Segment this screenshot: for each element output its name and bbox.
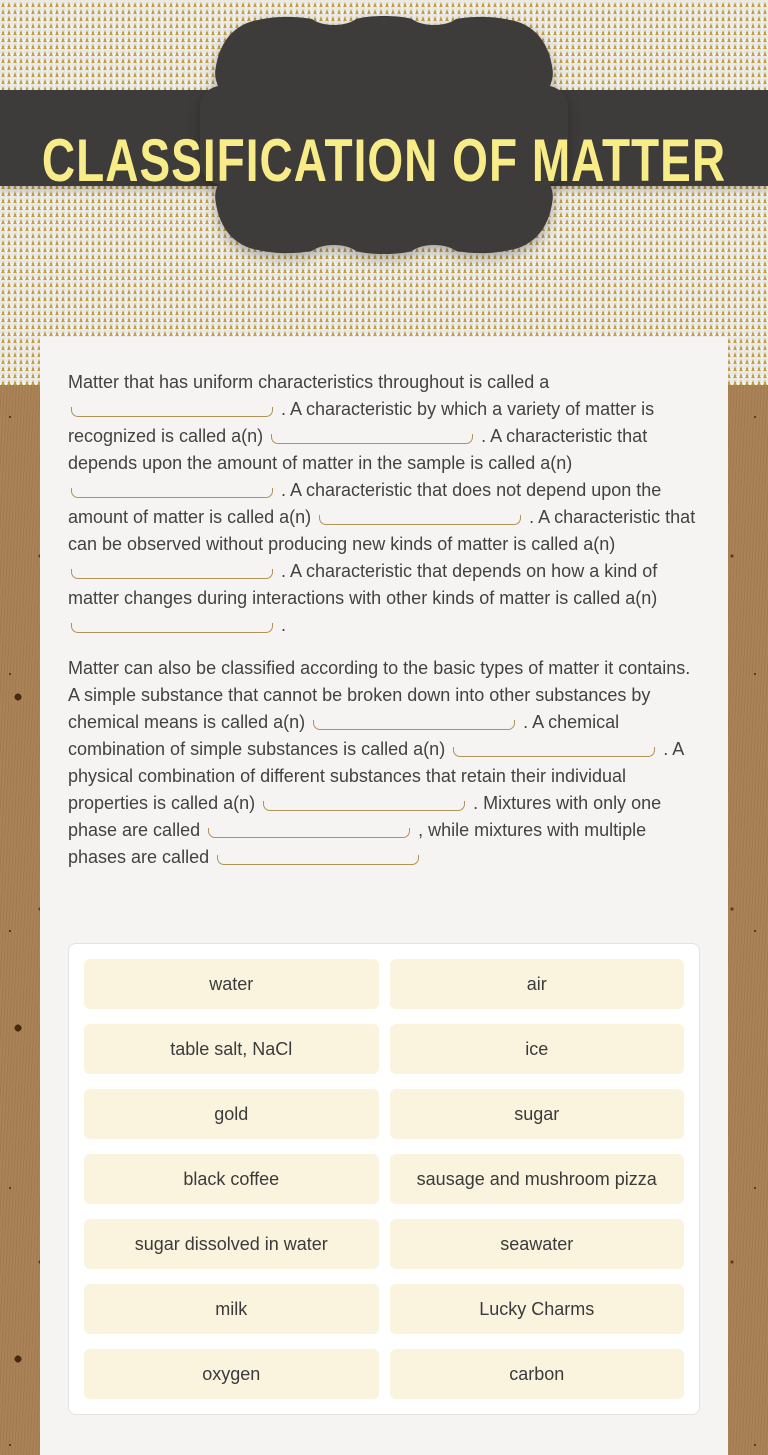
word-bank-item[interactable]: gold	[84, 1089, 379, 1139]
answer-blank-compound[interactable]	[453, 747, 655, 757]
word-bank-item[interactable]: water	[84, 959, 379, 1009]
answer-blank-element[interactable]	[313, 720, 515, 730]
word-bank-item[interactable]: Lucky Charms	[390, 1284, 685, 1334]
worksheet-text: , while mixtures with multiple phases are called	[68, 820, 647, 867]
word-bank-item[interactable]: air	[390, 959, 685, 1009]
word-bank-item[interactable]: black coffee	[84, 1154, 379, 1204]
paragraph-properties	[68, 369, 700, 639]
answer-blank-chemical[interactable]	[71, 623, 273, 633]
worksheet-text: . A characteristic that depends on how a kind of matter changes during interactions with other kinds of matter is called a(n)	[68, 561, 658, 608]
word-bank-item[interactable]: sugar dissolved in water	[84, 1219, 379, 1269]
worksheet-text: . A characteristic that does not depend upon the amount of matter is called a(n)	[68, 480, 662, 527]
word-bank-item[interactable]: carbon	[390, 1349, 685, 1399]
word-bank-item[interactable]: sausage and mushroom pizza	[390, 1154, 685, 1204]
word-bank-item[interactable]: milk	[84, 1284, 379, 1334]
worksheet-text: . Mixtures with only one phase are called	[68, 793, 662, 840]
word-bank-item[interactable]: sugar	[390, 1089, 685, 1139]
worksheet-text: Matter that has uniform characteristics throughout is called a	[68, 372, 550, 392]
answer-blank-intensive[interactable]	[319, 515, 521, 525]
answer-blank-mixture[interactable]	[263, 801, 465, 811]
worksheet-text: . A characteristic that can be observed without producing new kinds of matter is called a(n)	[68, 507, 696, 554]
answer-blank-heterogeneous-mixture[interactable]	[217, 855, 419, 865]
answer-blank-physical[interactable]	[71, 569, 273, 579]
worksheet-text: . A characteristic by which a variety of matter is recognized is called a(n)	[68, 399, 655, 446]
word-bank-item[interactable]: table salt, NaCl	[84, 1024, 379, 1074]
header-banner	[0, 0, 768, 385]
answer-blank-homogeneous[interactable]	[71, 407, 273, 417]
worksheet-text: . A chemical combination of simple substances is called a(n)	[68, 712, 620, 759]
page-title: CLASSIFICATION OF MATTER	[41, 125, 727, 194]
word-bank-item[interactable]: seawater	[390, 1219, 685, 1269]
worksheet-text: . A characteristic that depends upon the amount of matter in the sample is called a(n)	[68, 426, 648, 473]
worksheet-text: Matter can also be classified according to the basic types of matter it contains. A simple substance that cannot be broken down into other substances by chemical means is called a(n)	[68, 658, 691, 732]
worksheet-text: .	[276, 615, 287, 635]
answer-blank-extensive[interactable]	[71, 488, 273, 498]
word-bank-item[interactable]: ice	[390, 1024, 685, 1074]
word-bank-item[interactable]: oxygen	[84, 1349, 379, 1399]
answer-blank-property[interactable]	[271, 434, 473, 444]
paragraph-classification	[68, 655, 700, 871]
answer-blank-homogeneous-mixture[interactable]	[208, 828, 410, 838]
word-bank	[68, 943, 700, 1415]
worksheet-text: . A physical combination of different substances that retain their individual properties is called a(n)	[68, 739, 684, 813]
worksheet-page	[40, 337, 728, 1455]
